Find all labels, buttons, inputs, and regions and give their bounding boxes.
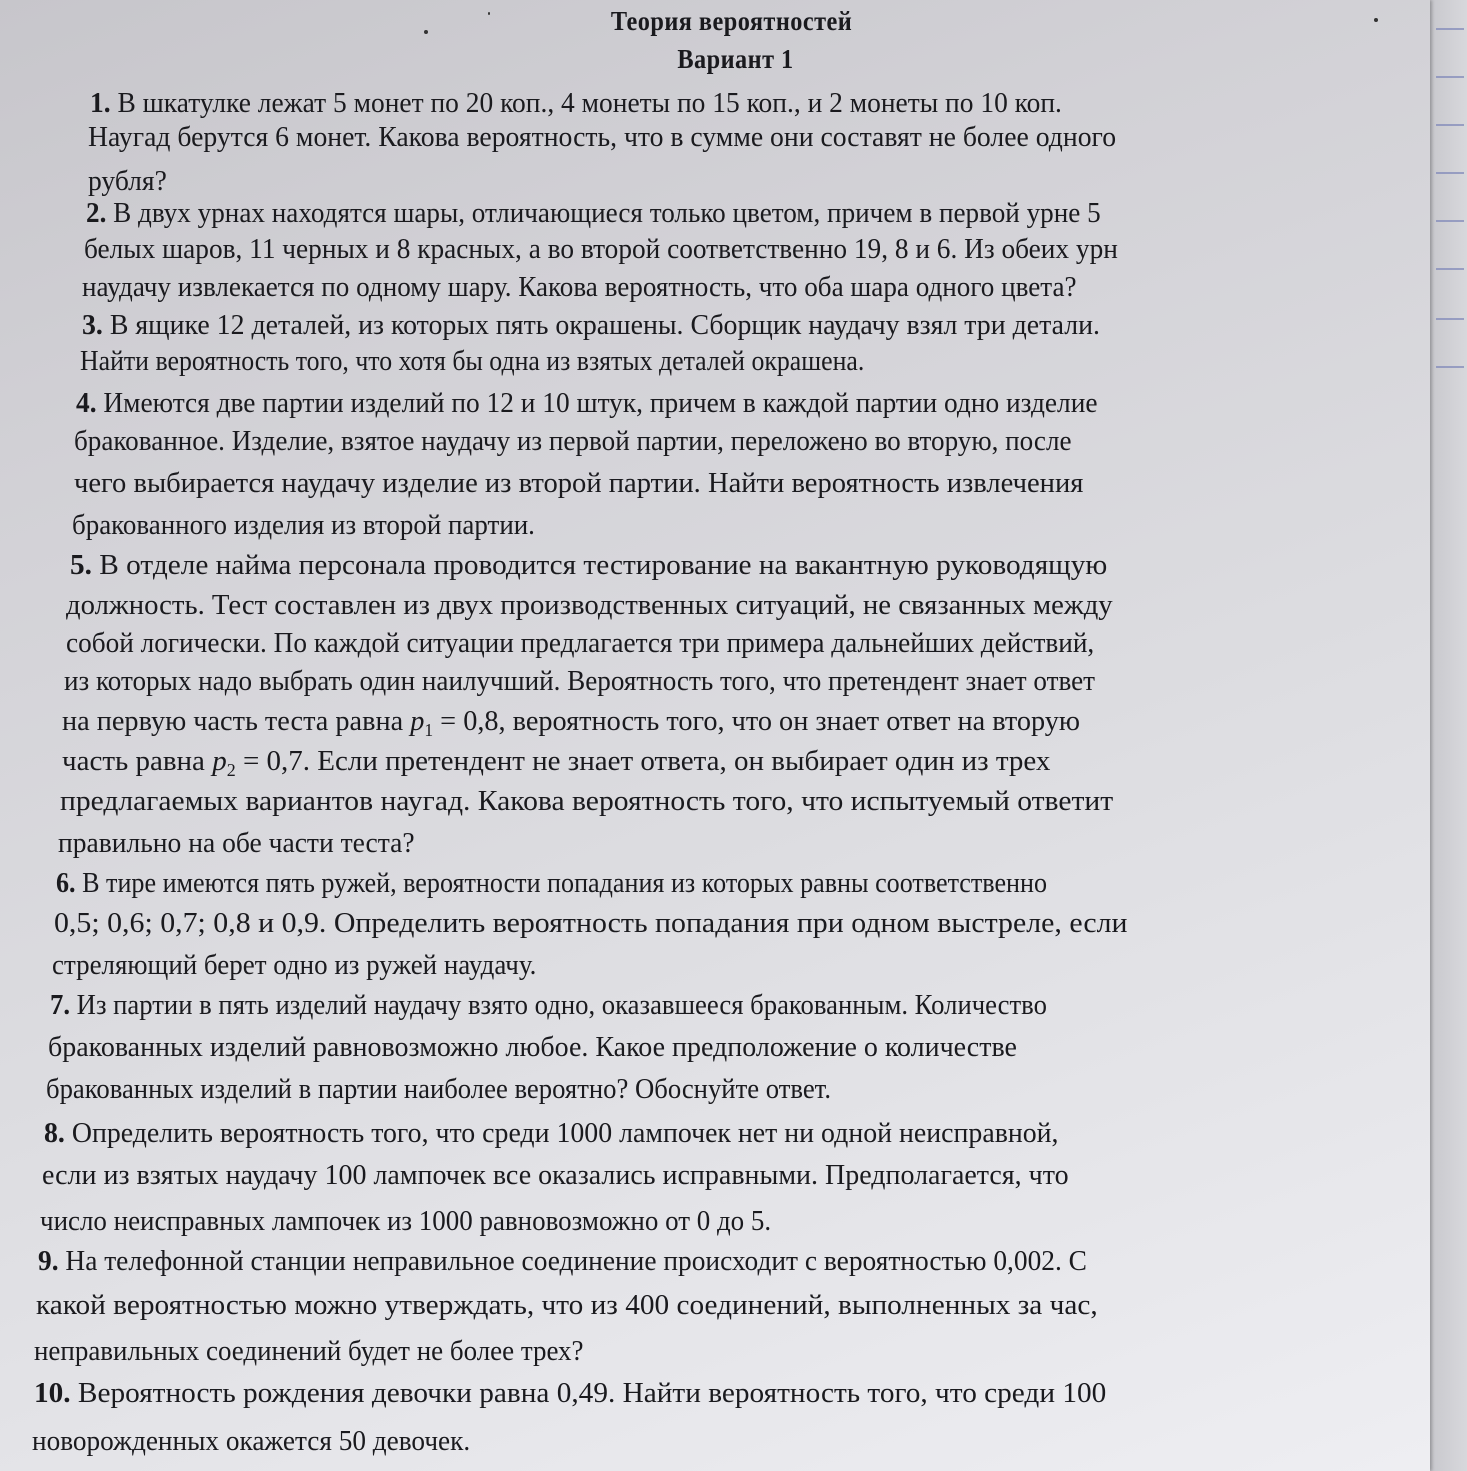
problem-9-line-3: неправильных соединений будет не более трех? — [34, 1335, 584, 1367]
notebook-rule-line — [1436, 124, 1464, 126]
p2-variable: p — [212, 745, 227, 777]
problem-1-line-2: Наугад берутся 6 монет. Какова вероятность, что в сумме они составят не более одного — [88, 121, 1117, 153]
problem-text: Определить вероятность того, что среди 1000 лампочек нет ни одной неисправной, — [64, 1117, 1059, 1149]
notebook-rule-line — [1436, 28, 1464, 30]
problem-8-line-1 — [44, 1116, 1059, 1150]
problem-number: 9. — [38, 1245, 59, 1277]
problem-9-line-2: какой вероятностью можно утверждать, что из 400 соединений, выполненных за час, — [36, 1289, 1098, 1321]
problem-text: Имеются две партии изделий по 12 и 10 штук, причем в каждой партии одно изделие — [96, 387, 1098, 419]
p2-subscript: 2 — [226, 760, 236, 780]
problem-8-line-3: число неисправных лампочек из 1000 равновозможно от 0 до 5. — [40, 1205, 772, 1237]
problem-10-line-2: новорожденных окажется 50 девочек. — [32, 1425, 471, 1457]
problem-5-line-3: собой логически. По каждой ситуации предлагается три примера дальнейших действий, — [66, 627, 1095, 659]
problem-1-line-3: рубля? — [88, 165, 167, 197]
problem-5-line-6 — [62, 744, 1050, 787]
problem-4-line-1 — [76, 386, 1098, 420]
problem-3-line-1 — [82, 308, 1100, 342]
problem-3-line-2: Найти вероятность того, что хотя бы одна из взятых деталей окрашена. — [80, 345, 865, 377]
problem-number: 7. — [50, 989, 71, 1021]
problem-text: Вероятность рождения девочки равна 0,49. Найти вероятность того, что среди 100 — [70, 1377, 1107, 1409]
problem-text: В двух урнах находятся шары, отличающиеся только цветом, причем в первой урне 5 — [106, 197, 1101, 229]
problem-5-line-7: предлагаемых вариантов наугад. Какова вероятность того, что испытуемый ответит — [60, 785, 1114, 817]
problem-number: 4. — [76, 387, 97, 419]
problem-text: В отделе найма персонала проводится тестирование на вакантную руководящую — [91, 549, 1108, 581]
problem-number: 1. — [90, 87, 111, 119]
problem-text: = 0,8, вероятность того, что он знает ответ на вторую — [433, 705, 1081, 737]
problem-8-line-2: если из взятых наудачу 100 лампочек все оказались исправными. Предполагается, что — [42, 1159, 1069, 1191]
problem-2-line-2: белых шаров, 11 черных и 8 красных, а во второй соответственно 19, 8 и 6. Из обеих урн — [84, 233, 1118, 265]
problem-10-line-1 — [34, 1376, 1106, 1410]
problem-9-line-1 — [38, 1244, 1087, 1278]
problem-4-line-4: бракованного изделия из второй партии. — [72, 509, 535, 541]
problem-text: На телефонной станции неправильное соединение происходит с вероятностью 0,002. С — [58, 1245, 1087, 1277]
p1-subscript: 1 — [424, 720, 434, 740]
document-title: Теория вероятностей — [610, 6, 853, 36]
problem-6-line-1 — [56, 866, 1047, 900]
problem-5-line-4: из которых надо выбрать один наилучший. Вероятность того, что претендент знает ответ — [64, 665, 1096, 697]
problem-number: 6. — [56, 867, 76, 899]
p1-variable: p — [410, 705, 425, 737]
notebook-rule-line — [1436, 220, 1464, 222]
problem-5-line-5 — [62, 704, 1080, 747]
problem-number: 8. — [44, 1117, 65, 1149]
problem-number: 2. — [86, 197, 107, 229]
problem-4-line-2: бракованное. Изделие, взятое наудачу из первой партии, переложено во вторую, после — [74, 425, 1072, 457]
problem-7-line-3: бракованных изделий в партии наиболее вероятно? Обоснуйте ответ. — [46, 1073, 831, 1105]
problem-2-line-3: наудачу извлекается по одному шару. Какова вероятность, что оба шара одного цвета? — [82, 271, 1077, 303]
problem-4-line-3: чего выбирается наудачу изделие из второй партии. Найти вероятность извлечения — [74, 467, 1084, 499]
notebook-rule-line — [1436, 172, 1464, 174]
problem-5-line-2: должность. Тест составлен из двух производственных ситуаций, не связанных между — [66, 589, 1113, 621]
problem-text: часть равна — [62, 745, 213, 777]
variant-heading: Вариант 1 — [677, 44, 794, 74]
problem-2-line-1 — [86, 196, 1101, 230]
problem-5-line-1 — [70, 548, 1107, 582]
problem-number: 3. — [82, 309, 103, 341]
problem-5-line-8: правильно на обе части теста? — [58, 827, 415, 859]
problem-1-line-1 — [90, 86, 1062, 120]
problem-6-line-2: 0,5; 0,6; 0,7; 0,8 и 0,9. Определить вероятность попадания при одном выстреле, если — [54, 907, 1128, 939]
problem-6-line-3: стреляющий берет одно из ружей наудачу. — [52, 949, 537, 981]
problem-number: 5. — [70, 549, 92, 581]
problem-text: на первую часть теста равна — [62, 705, 411, 737]
notebook-rule-line — [1436, 318, 1464, 320]
problem-text: В ящике 12 деталей, из которых пять окрашены. Сборщик наудачу взял три детали. — [102, 309, 1100, 341]
notebook-rule-line — [1436, 366, 1464, 368]
problem-text: В шкатулке лежат 5 монет по 20 коп., 4 монеты по 15 коп., и 2 монеты по 10 коп. — [110, 87, 1062, 119]
problem-7-line-1 — [50, 988, 1047, 1022]
problem-text: В тире имеются пять ружей, вероятности попадания из которых равны соответственно — [75, 867, 1048, 899]
problem-text: = 0,7. Если претендент не знает ответа, он выбирает один из трех — [235, 745, 1051, 777]
problem-number: 10. — [34, 1377, 71, 1409]
notebook-rule-line — [1436, 76, 1464, 78]
notebook-rule-line — [1436, 268, 1464, 270]
problem-text: Из партии в пять изделий наудачу взято одно, оказавшееся бракованным. Количество — [70, 989, 1047, 1021]
problem-7-line-2: бракованных изделий равновозможно любое. Какое предположение о количестве — [48, 1031, 1017, 1063]
